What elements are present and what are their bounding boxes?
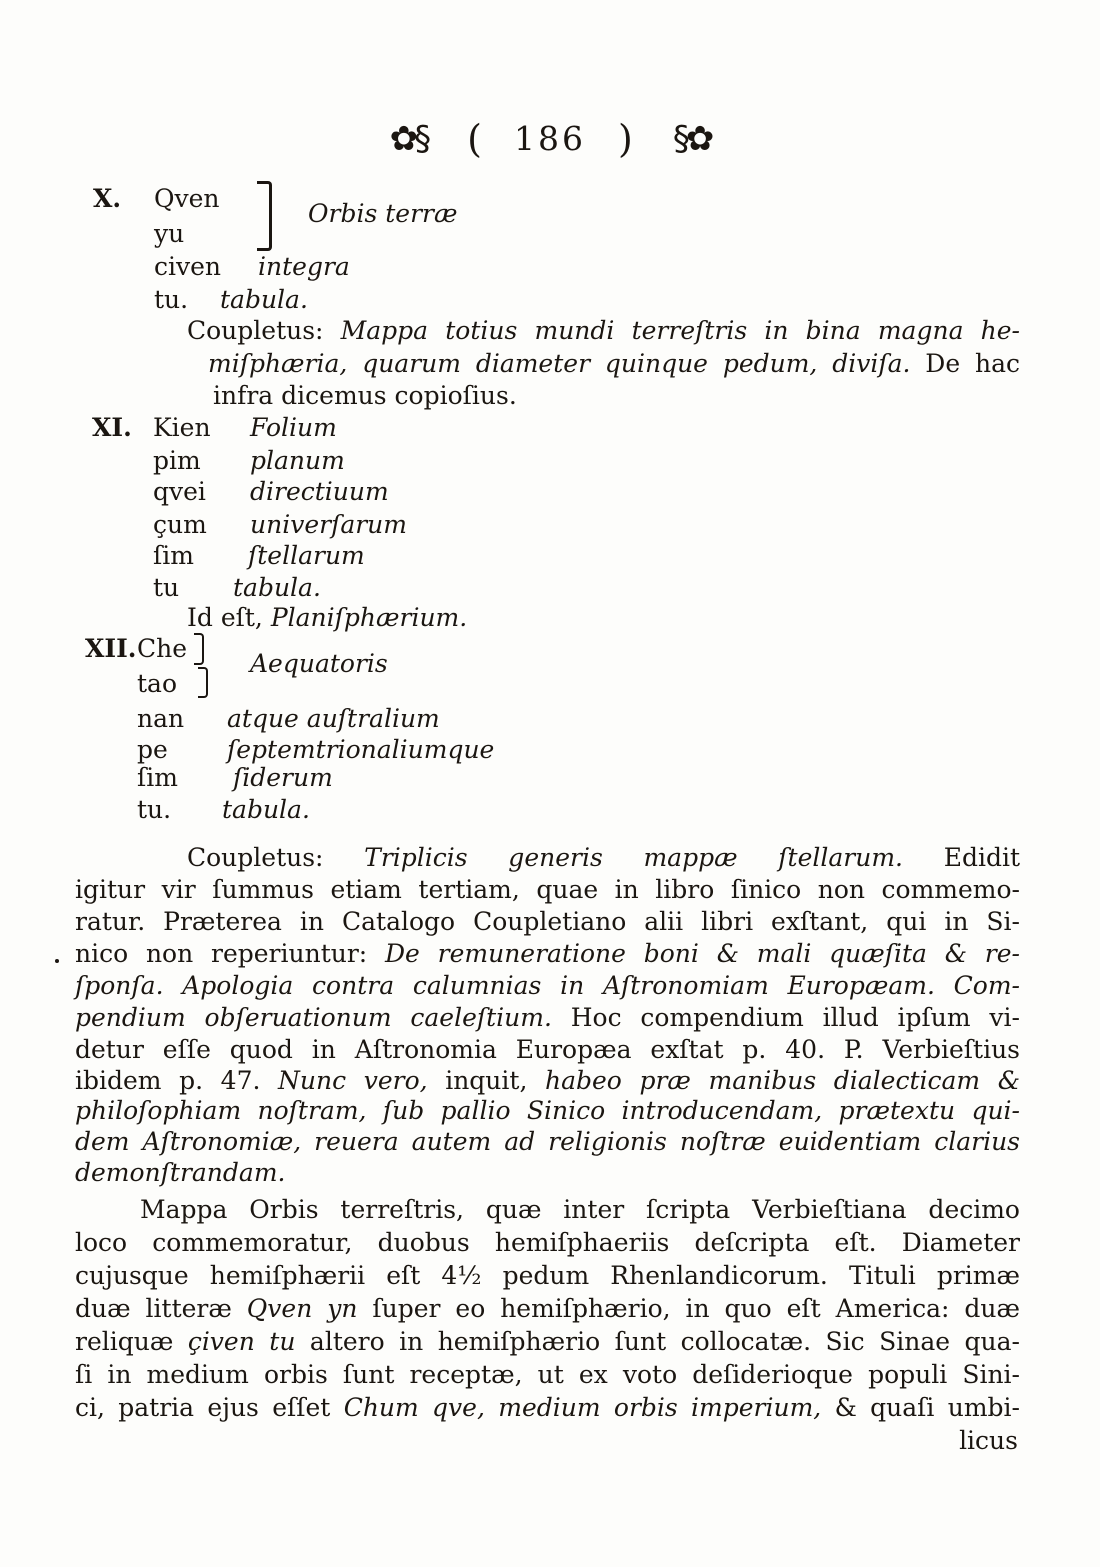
- roman-text: Che: [137, 634, 188, 663]
- entry-xi-gloss: [187, 603, 467, 633]
- entry-xii-row-2: [137, 669, 177, 699]
- transliteration-word: tu.: [137, 795, 172, 824]
- entry-xii-row-3: [137, 704, 440, 734]
- roman-text: ibidem p. 47.: [75, 1066, 279, 1095]
- entry-x-row-2: [154, 219, 184, 249]
- entry-xi-row-3: [153, 477, 389, 507]
- roman-text: licus: [959, 1426, 1018, 1455]
- transliteration-word: Kien: [153, 413, 211, 442]
- paragraph-1-line-3: [75, 907, 1020, 937]
- coupletus-note-x-line-3: [213, 381, 517, 411]
- entry-x-row-1: [93, 184, 220, 214]
- roman-text: duæ litteræ: [75, 1294, 247, 1323]
- entry-xii-row-5: [137, 763, 333, 793]
- italic-text: ſiderum: [233, 763, 333, 792]
- italic-text: ſeptemtrionaliumque: [227, 735, 495, 764]
- italic-text: Nunc vero,: [278, 1066, 428, 1095]
- roman-text: Hoc compendium illud ipſum vi-: [551, 1003, 1020, 1032]
- roman-text: altero in hemiſphærio ſunt collocatæ. Sic Sinae qua-: [295, 1327, 1020, 1356]
- roman-text: loco commemoratur, duobus hemiſphaeriis deſcripta eſt. Diameter: [75, 1228, 1020, 1257]
- paragraph-1-line-9: [75, 1096, 1020, 1126]
- italic-text: dem Aſtronomiæ, reuera autem ad religionis noſtræ euidentiam clarius: [75, 1127, 1020, 1156]
- roman-text: ſuper eo hemiſphærio, in quo eſt America: duæ: [357, 1294, 1021, 1323]
- roman-text: igitur vir ſummus etiam tertiam, quae in libro ſinico non commemo-: [75, 875, 1020, 904]
- italic-text: Qven yn: [246, 1294, 358, 1323]
- italic-text: ſponſa. Apologia contra calumnias in Aſtronomiam Europæam. Com-: [75, 971, 1020, 1000]
- coupletus-note-x-line-2: [208, 349, 1020, 379]
- entry-xi-row-2: [153, 446, 345, 476]
- roman-text: cujusque hemiſphærii eſt 4½ pedum Rhenlandicorum. Tituli primæ: [75, 1261, 1020, 1290]
- paragraph-1-line-1: [187, 843, 1020, 873]
- paragraph-2-line-2: [75, 1228, 1020, 1258]
- entry-xii-brace-che: [194, 633, 204, 665]
- roman-text: yu: [154, 219, 185, 248]
- fleuron-left-ornament: ✿§: [389, 119, 428, 159]
- paragraph-1-line-6: [75, 1003, 1020, 1033]
- transliteration-word: pim: [153, 446, 201, 475]
- entry-xii-brace-tao: [198, 667, 208, 698]
- paragraph-2-line-4: [75, 1294, 1020, 1324]
- roman-text: Coupletus:: [187, 843, 365, 872]
- italic-text: directiuum: [250, 477, 389, 506]
- transliteration-word: civen: [154, 252, 222, 281]
- paragraph-1-line-2: [75, 875, 1020, 905]
- italic-text: integra: [258, 252, 350, 281]
- italic-text: planum: [250, 446, 345, 475]
- italic-text: miſphæria, quarum diameter quinque pedum, diviſa.: [208, 349, 911, 378]
- roman-text: Qven: [154, 184, 220, 213]
- italic-text: philoſophiam noſtram, ſub pallio Sinico introducendam, prætextu qui-: [75, 1096, 1020, 1125]
- entry-xii-row-4: [137, 735, 494, 765]
- entry-numeral: XI.: [92, 413, 132, 442]
- paragraph-1-line-10: [75, 1127, 1020, 1157]
- entry-xii-row-1: [85, 634, 187, 664]
- roman-text: & quaſi umbi-: [821, 1393, 1021, 1422]
- entry-x-row-3: [154, 252, 350, 282]
- italic-text: Triplicis generis mappæ ſtellarum.: [364, 843, 903, 872]
- paragraph-1-line-11: [75, 1158, 285, 1188]
- italic-text: Mappa totius mundi terreſtris in bina magna he-: [340, 316, 1020, 345]
- entry-x-latin-title: [308, 199, 457, 229]
- roman-text: Id eſt,: [187, 603, 271, 632]
- italic-text: Orbis terræ: [308, 199, 458, 228]
- entry-xii-latin-title: [250, 649, 388, 679]
- paragraph-1-line-7: [75, 1035, 1020, 1065]
- paragraph-2-line-6: [75, 1360, 1020, 1390]
- entry-xi-row-4: [153, 510, 407, 540]
- coupletus-note-x-line-1: [187, 316, 1020, 346]
- entry-xi-row-1: [92, 413, 337, 443]
- italic-text: habeo præ manibus dialecticam &: [545, 1066, 1020, 1095]
- paragraph-1-line-8: [75, 1066, 1020, 1096]
- transliteration-word: ſim: [137, 763, 178, 792]
- roman-text: Edidit: [903, 843, 1020, 872]
- roman-text: ci, patria ejus eſſet: [75, 1393, 344, 1422]
- roman-text: tao: [137, 669, 178, 698]
- paragraph-1-line-5: [75, 971, 1020, 1001]
- italic-text: De remuneratione boni & mali quæſita & re-: [385, 939, 1020, 968]
- transliteration-word: pe: [137, 735, 168, 764]
- italic-text: tabula.: [220, 285, 308, 314]
- transliteration-word: tu: [153, 573, 180, 602]
- roman-text: infra dicemus copioſius.: [213, 381, 517, 410]
- italic-text: univerſarum: [250, 510, 407, 539]
- italic-text: demonſtrandam.: [75, 1158, 286, 1187]
- paragraph-2-line-1: [140, 1195, 1020, 1225]
- transliteration-word: çum: [153, 510, 207, 539]
- entry-xi-row-6: [153, 573, 321, 603]
- italic-text: Folium: [250, 413, 337, 442]
- roman-text: De hac: [910, 349, 1020, 378]
- roman-text: inquit,: [427, 1066, 545, 1095]
- italic-text: pendium obſeruationum caeleſtium.: [75, 1003, 552, 1032]
- fleuron-right-ornament: §✿: [672, 119, 711, 159]
- transliteration-word: tu.: [154, 285, 189, 314]
- transliteration-word: nan: [137, 704, 185, 733]
- stray-ink-dot: [55, 959, 59, 963]
- entry-xii-row-6: [137, 795, 310, 825]
- running-head: [0, 118, 1100, 160]
- roman-text: detur eſſe quod in Aſtronomia Europæa exſtat p. 40. P. Verbieſtius: [75, 1035, 1020, 1064]
- page-number-paren-open: (: [467, 117, 482, 161]
- roman-text: nico non reperiuntur:: [75, 939, 386, 968]
- italic-text: ſtellarum: [248, 541, 365, 570]
- italic-text: tabula.: [233, 573, 321, 602]
- entry-x-brace: [257, 181, 272, 251]
- transliteration-word: ſim: [153, 541, 194, 570]
- paragraph-2-line-3: [75, 1261, 1020, 1291]
- entry-numeral: XII.: [85, 634, 137, 663]
- italic-text: atque auſtralium: [227, 704, 440, 733]
- roman-text: Coupletus:: [187, 316, 341, 345]
- italic-text: Planiſphærium.: [270, 603, 468, 632]
- transliteration-word: qvei: [153, 477, 206, 506]
- paragraph-2-line-5: [75, 1327, 1020, 1357]
- italic-text: Aequatoris: [250, 649, 388, 678]
- roman-text: ſi in medium orbis ſunt receptæ, ut ex voto deſiderioque populi Sini-: [75, 1360, 1020, 1389]
- page-number: 186: [514, 119, 586, 158]
- italic-text: Chum qve, medium orbis imperium,: [343, 1393, 822, 1422]
- roman-text: reliquæ: [75, 1327, 188, 1356]
- italic-text: tabula.: [222, 795, 310, 824]
- entry-x-row-4: [154, 285, 308, 315]
- page-number-paren-close: ): [618, 117, 633, 161]
- entry-numeral: X.: [93, 184, 122, 213]
- paragraph-1-line-4: [75, 939, 1020, 969]
- catchword: [959, 1426, 1018, 1456]
- paragraph-2-line-7: [75, 1393, 1020, 1423]
- italic-text: çiven tu: [187, 1327, 296, 1356]
- roman-text: ratur. Præterea in Catalogo Coupletiano alii libri exſtant, qui in Si-: [75, 907, 1020, 936]
- entry-xi-row-5: [153, 541, 365, 571]
- roman-text: Mappa Orbis terreſtris, quæ inter ſcripta Verbieſtiana decimo: [140, 1195, 1020, 1224]
